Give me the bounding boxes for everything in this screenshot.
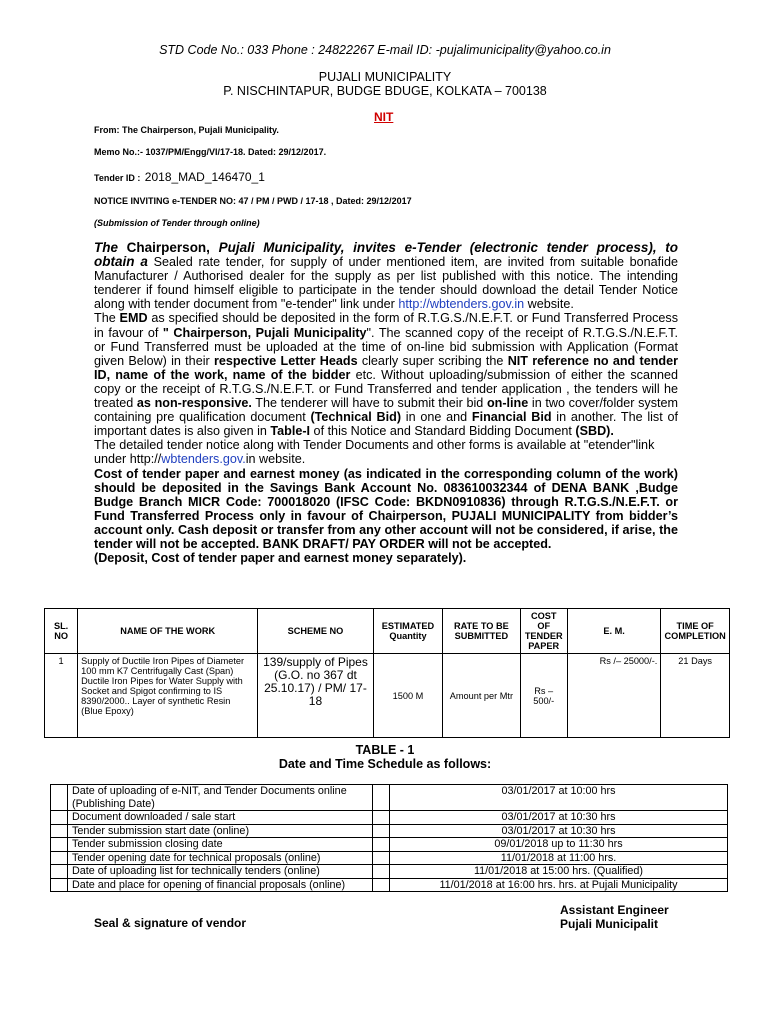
schedule-label: Date of uploading list for technically tenders (online)	[68, 865, 373, 879]
header-rate: RATE TO BE SUBMITTED	[443, 609, 520, 654]
wbtenders-link-2[interactable]: wbtenders.gov.	[161, 452, 246, 467]
schedule-label: Document downloaded / sale start	[68, 811, 373, 825]
work-table-header	[45, 609, 730, 654]
header-name: NAME OF THE WORK	[78, 609, 258, 654]
cell-qty: 1500 M	[373, 654, 442, 738]
schedule-table	[50, 784, 728, 892]
tender-id-label: Tender ID :	[94, 173, 141, 183]
schedule-row	[51, 838, 728, 852]
schedule-spacer-cell	[373, 824, 390, 838]
cell-scheme: 139/supply of Pipes (G.O. no 367 dt 25.10.17) / PM/ 17-18	[258, 654, 374, 738]
schedule-spacer-cell	[373, 865, 390, 879]
schedule-row	[51, 811, 728, 825]
nit-label: NIT	[374, 110, 394, 124]
schedule-label: Tender submission start date (online)	[68, 824, 373, 838]
cell-cost: Rs – 500/-	[520, 654, 567, 738]
schedule-value: 11/01/2018 at 11:00 hrs.	[390, 851, 728, 865]
schedule-row	[51, 878, 728, 892]
cell-rate: Amount per Mtr	[443, 654, 520, 738]
schedule-spacer-cell	[51, 811, 68, 825]
signatory-org: Pujali Municipalit	[560, 917, 659, 931]
schedule-row	[51, 865, 728, 879]
contact-line: STD Code No.: 033 Phone : 24822267 E-mail ID: -pujalimunicipality@yahoo.co.in	[159, 43, 611, 57]
cell-name: Supply of Ductile Iron Pipes of Diameter 100 mm K7 Centrifugally Cast (Span) Ductile Iron Pipes for Water Supply with Socket and Spigot confirming to IS 8390/2000.. Layer of synthetic Resin (Blue Epoxy)	[78, 654, 258, 738]
schedule-value: 03/01/2017 at 10:30 hrs	[390, 824, 728, 838]
notice-line: NOTICE INVITING e-TENDER NO: 47 / PM / PWD / 17-18 , Dated: 29/12/2017	[94, 196, 412, 206]
tender-id-value: 2018_MAD_146470_1	[144, 170, 265, 184]
cell-sl: 1	[45, 654, 78, 738]
work-table	[44, 608, 730, 738]
schedule-value: 09/01/2018 up to 11:30 hrs	[390, 838, 728, 852]
org-name: PUJALI MUNICIPALITY	[318, 70, 452, 84]
schedule-title: TABLE - 1	[355, 743, 415, 757]
schedule-spacer-cell	[373, 838, 390, 852]
paragraph-deposit: (Deposit, Cost of tender paper and earnest money separately).	[94, 551, 467, 566]
schedule-spacer-cell	[51, 878, 68, 892]
cell-time: 21 Days	[661, 654, 730, 738]
schedule-spacer-cell	[373, 785, 390, 811]
schedule-subtitle: Date and Time Schedule as follows:	[278, 757, 492, 771]
paragraph-intro: The Chairperson, Pujali Municipality, invites e-Tender (electronic tender process), to obtain a Sealed rate tender, for supply of under mentioned item, are invited from suitable bonafide Manufacturer / Authorised dealer for the supply as per list published with this notice. The intending tenderer if found himself eligible to participate in the tender should download the detail Tender Notice along with tender document from "e-tender" link under http://wbtenders.gov.in website.	[94, 240, 678, 312]
notice-body	[94, 241, 678, 565]
schedule-spacer-cell	[51, 824, 68, 838]
paragraph-emd: The EMD as specified should be deposited in the form of R.T.G.S./N.E.F.T. or Fund Transferred Process in favour of " Chairperson, Pujali Municipality". The scanned copy of the receipt of R.T.G.S./N.E.F.T. or Fund Transferred must be uploaded at the time of on-line bid submission with Application (Format given Below) in their respective Letter Heads clearly super scribing the NIT reference no and tender ID, name of the work, name of the bidder etc. Without uploading/submission of either the scanned copy or the receipt of R.T.G.S./N.E.F.T. or Fund Transferred and tender application , the tenders will he treated as non-responsive. The tenderer will have to submit their bid on-line in two cover/folder system containing pre qualification document (Technical Bid) in one and Financial Bid in another. The list of important dates is also given in Table-I of this Notice and Standard Bidding Document (SBD).	[94, 311, 678, 439]
schedule-spacer-cell	[373, 878, 390, 892]
seal-signature-label: Seal & signature of vendor	[94, 916, 247, 930]
header-cost: COST OF TENDER PAPER	[520, 609, 567, 654]
schedule-label: Date of uploading of e-NIT, and Tender Documents online (Publishing Date)	[68, 785, 373, 811]
schedule-value: 03/01/2017 at 10:00 hrs	[390, 785, 728, 811]
schedule-value: 11/01/2018 at 16:00 hrs. hrs. at Pujali Municipality	[390, 878, 728, 892]
memo-line: Memo No.:- 1037/PM/Engg/VI/17-18. Dated: 29/12/2017.	[94, 147, 327, 157]
schedule-value: 11/01/2018 at 15:00 hrs. (Qualified)	[390, 865, 728, 879]
paragraph-detail: The detailed tender notice along with Tender Documents and other forms is available at "etender"link under http://wbtenders.gov.in website.	[94, 438, 655, 467]
schedule-row	[51, 851, 728, 865]
header-em: E. M.	[567, 609, 661, 654]
wbtenders-link[interactable]: http://wbtenders.gov.in	[398, 297, 525, 312]
schedule-row	[51, 824, 728, 838]
header-qty: ESTIMATED Quantity	[373, 609, 442, 654]
schedule-spacer-cell	[51, 865, 68, 879]
cell-em: Rs /– 25000/-.	[567, 654, 661, 738]
header-time: TIME OF COMPLETION	[661, 609, 730, 654]
header-scheme: SCHEME NO	[258, 609, 374, 654]
schedule-spacer-cell	[373, 851, 390, 865]
signatory-title: Assistant Engineer	[560, 903, 669, 917]
header-sl: SL. NO	[45, 609, 78, 654]
org-address: P. NISCHINTAPUR, BUDGE BDUGE, KOLKATA – 700138	[223, 84, 547, 98]
schedule-value: 03/01/2017 at 10:30 hrs	[390, 811, 728, 825]
paragraph-cost: Cost of tender paper and earnest money (as indicated in the corresponding column of the work) should be deposited in the Savings Bank Account No. 083610032344 of DENA BANK ,Budge Budge Branch MICR Code: 700018020 (IFSC Code: BKDN0910836) through R.T.G.S./N.E.F.T. or Fund Transferred Process only in favour of Chairperson, PUJALI MUNICIPALITY from bidder’s account only. Cash deposit or transfer from any other account will not be considered, if arise, the tender will not be accepted. BANK DRAFT/ PAY ORDER will not be accepted.	[94, 466, 678, 551]
from-line: From: The Chairperson, Pujali Municipality.	[94, 125, 279, 135]
schedule-row	[51, 785, 728, 811]
schedule-label: Tender submission closing date	[68, 838, 373, 852]
schedule-spacer-cell	[51, 851, 68, 865]
schedule-label: Date and place for opening of financial proposals (online)	[68, 878, 373, 892]
schedule-label: Tender opening date for technical proposals (online)	[68, 851, 373, 865]
table-row	[45, 654, 730, 738]
schedule-spacer-cell	[51, 785, 68, 811]
schedule-spacer-cell	[373, 811, 390, 825]
tender-id-line	[94, 168, 265, 186]
schedule-spacer-cell	[51, 838, 68, 852]
submission-line: (Submission of Tender through online)	[94, 218, 260, 228]
